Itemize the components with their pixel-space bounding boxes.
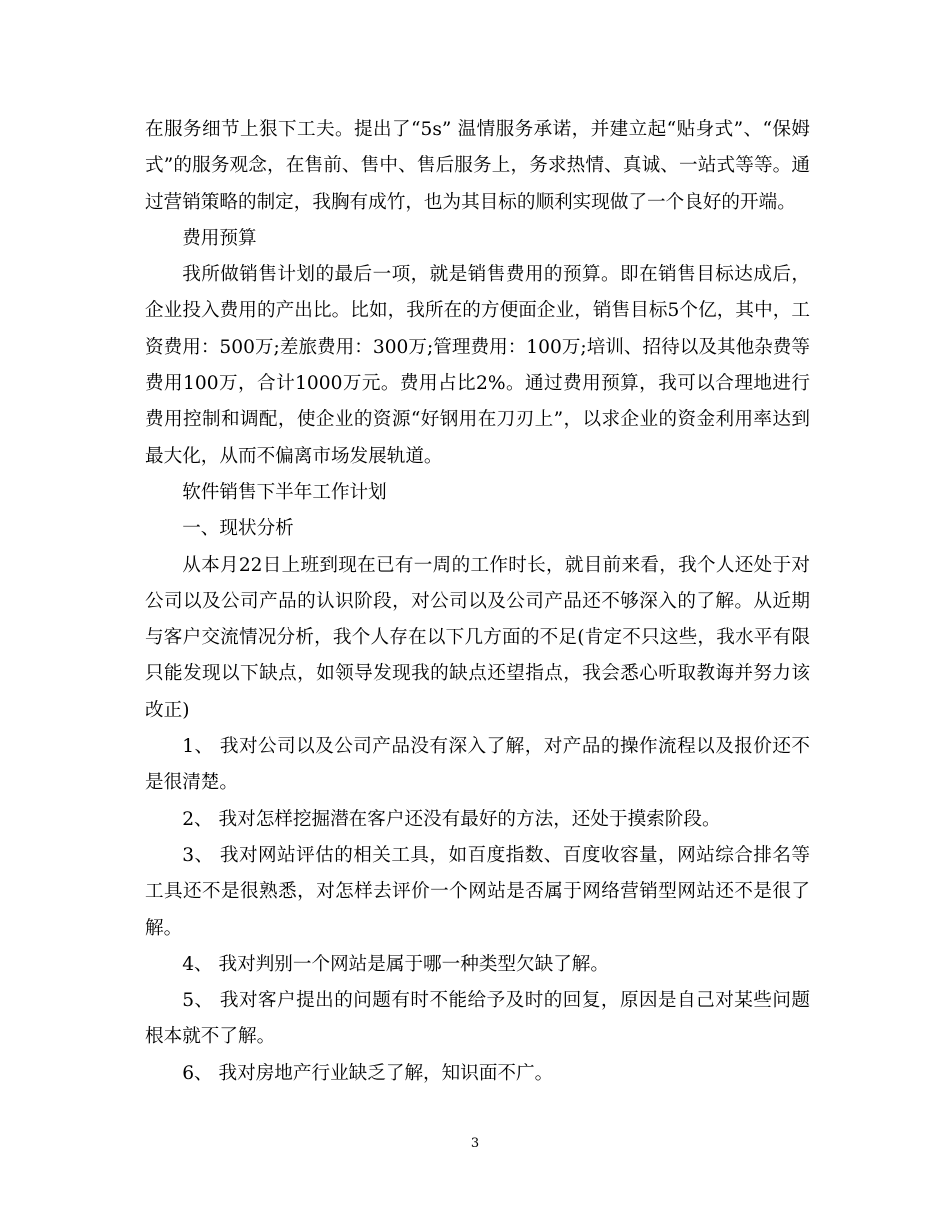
paragraph: 从本月22日上班到现在已有一周的工作时长，就目前来看，我个人还处于对公司以及公司产品的认识阶段，对公司以及公司产品还不够深入的了解。从近期与客户交流情况分析，我个人存在以下几方面的不足(肯定不只这些，我水平有限只能发现以下缺点，如领导发现我的缺点还望指点，我会悉心听取教诲并努力该改正) bbox=[145, 554, 810, 721]
list-item: 2、 我对怎样挖掘潜在客户还没有最好的方法，还处于摸索阶段。 bbox=[182, 808, 721, 830]
section-heading: 费用预算 bbox=[182, 227, 257, 249]
page-number: 3 bbox=[470, 1136, 480, 1151]
list-item: 3、 我对网站评估的相关工具，如百度指数、百度收容量，网站综合排名等工具还不是很熟悉，对怎样去评价一个网站是否属于网络营销型网站还不是很了解。 bbox=[145, 844, 810, 939]
list-item: 4、 我对判别一个网站是属于哪一种类型欠缺了解。 bbox=[182, 953, 609, 975]
list-item: 1、 我对公司以及公司产品没有深入了解，对产品的操作流程以及报价还不是很清楚。 bbox=[145, 736, 810, 794]
list-item: 5、 我对客户提出的问题有时不能给予及时的回复，原因是自己对某些问题根本就不了解。 bbox=[145, 990, 810, 1048]
paragraph: 在服务细节上狠下工夫。提出了“5s” 温情服务承诺，并建立起“贴身式”、“保姆式”的服务观念，在售前、售中、售后服务上，务求热情、真诚、一站式等等。通过营销策略的制定，我胸有成竹，也为其目标的顺利实现做了一个良好的开端。 bbox=[145, 119, 810, 213]
section-heading: 软件销售下半年工作计划 bbox=[182, 481, 387, 503]
paragraph: 我所做销售计划的最后一项，就是销售费用的预算。即在销售目标达成后，企业投入费用的产出比。比如，我所在的方便面企业，销售目标5个亿，其中，工资费用：500万;差旅费用：300万;管理费用：100万;培训、招待以及其他杂费等费用100万，合计1000万元。费用占比2%。通过费用预算，我可以合理地进行费用控制和调配，使企业的资源“好钢用在刀刃上”，以求企业的资金利用率达到最大化，从而不偏离市场发展轨道。 bbox=[145, 264, 810, 467]
document-body bbox=[145, 112, 810, 1092]
section-heading: 一、现状分析 bbox=[182, 518, 294, 540]
list-item: 6、 我对房地产行业缺乏了解，知识面不广。 bbox=[182, 1062, 554, 1084]
